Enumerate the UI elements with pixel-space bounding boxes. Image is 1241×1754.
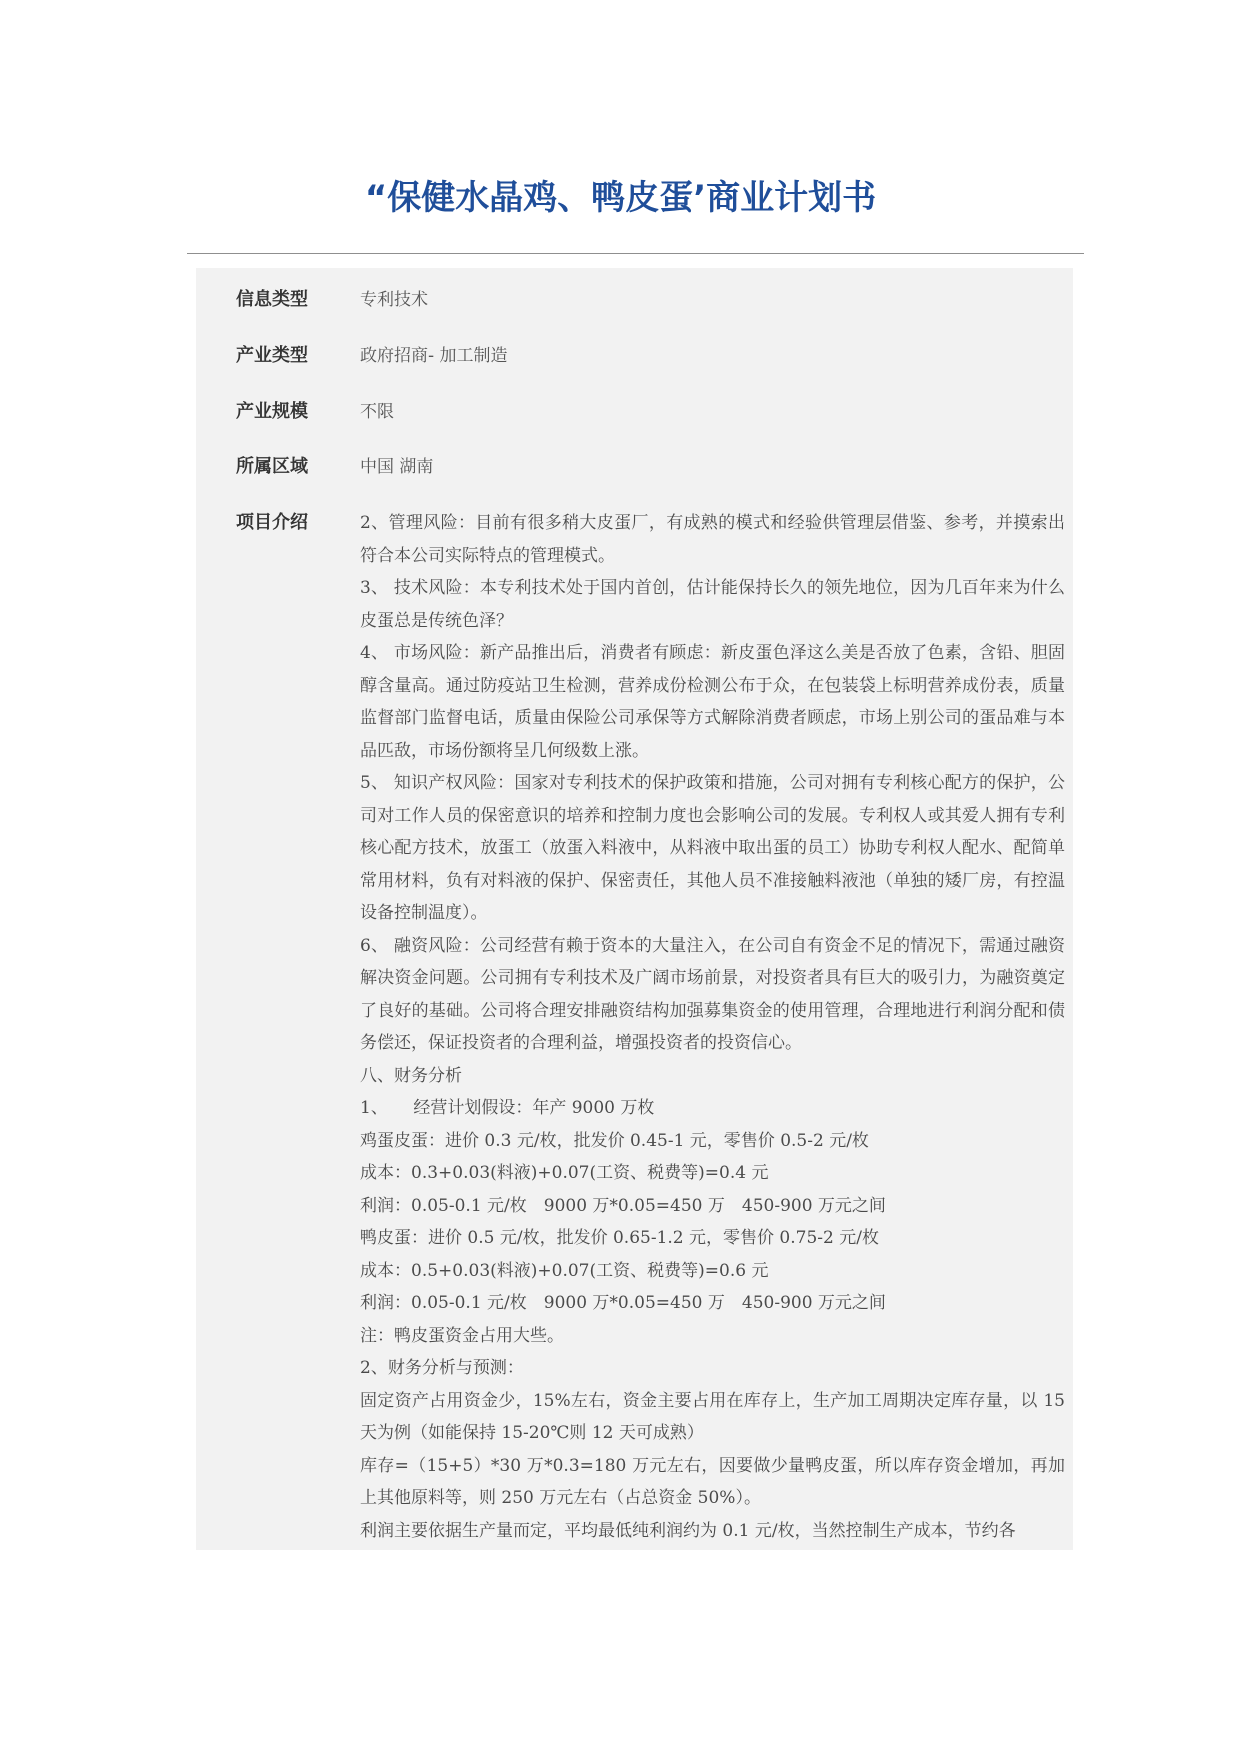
- intro-paragraph: 利润：0.05-0.1 元/枚 9000 万*0.05=450 万 450-900 万元之间: [360, 1195, 886, 1216]
- intro-label: 项目介绍: [236, 512, 308, 533]
- intro-paragraph: 利润：0.05-0.1 元/枚 9000 万*0.05=450 万 450-900 万元之间: [360, 1293, 886, 1313]
- info-value: 中国 湖南: [360, 457, 434, 477]
- intro-paragraph: 注：鸭皮蛋资金占用大些。: [360, 1325, 564, 1346]
- info-label: 产业类型: [236, 345, 308, 366]
- intro-paragraph: 库存=（15+5）*30 万*0.3=180 万元左右，因要做少量鸭皮蛋，所以库存资金增加，再加上其他原料等，则 250 万元左右（占总资金 50%）。: [360, 1455, 1065, 1508]
- info-label: 产业规模: [236, 401, 308, 422]
- intro-paragraph: 固定资产占用资金少，15%左右，资金主要占用在库存上，生产加工周期决定库存量，以 15 天为例（如能保持 15-20℃则 12 天可成熟）: [360, 1390, 1065, 1443]
- info-value: 不限: [360, 402, 394, 422]
- intro-paragraph: 6、 融资风险：公司经营有赖于资本的大量注入，在公司自有资金不足的情况下，需通过融资解决资金问题。公司拥有专利技术及广阔市场前景，对投资者具有巨大的吸引力，为融资奠定了良好的基础。公司将合理安排融资结构加强募集资金的使用管理，合理地进行利润分配和债务偿还，保证投资者的合理利益，增强投资者的投资信心。: [360, 935, 1065, 1053]
- intro-paragraph: 成本：0.5+0.03(料液)+0.07(工资、税费等)=0.6 元: [360, 1260, 769, 1281]
- intro-body: [360, 507, 1065, 1547]
- info-label: 信息类型: [236, 289, 308, 310]
- intro-paragraph: 1、 经营计划假设：年产 9000 万枚: [360, 1098, 655, 1118]
- intro-paragraph: 4、 市场风险：新产品推出后，消费者有顾虑：新皮蛋色泽这么美是否放了色素，含铅、胆固醇含量高。通过防疫站卫生检测，营养成份检测公布于众，在包装袋上标明营养成份表，质量监督部门监督电话，质量由保险公司承保等方式解除消费者顾虑，市场上别公司的蛋品难与本品匹敌，市场份额将呈几何级数上涨。: [360, 643, 1065, 761]
- intro-paragraph: 八、财务分析: [360, 1065, 462, 1086]
- info-value: 政府招商- 加工制造: [360, 346, 508, 366]
- intro-paragraph: 5、 知识产权风险：国家对专利技术的保护政策和措施，公司对拥有专利核心配方的保护，公司对工作人员的保密意识的培养和控制力度也会影响公司的发展。专利权人或其爱人拥有专利核心配方技术，放蛋工（放蛋入料液中，从料液中取出蛋的员工）协助专利权人配水、配简单常用材料，负有对料液的保护、保密责任，其他人员不准接触料液池（单独的矮厂房，有控温设备控制温度）。: [360, 773, 1065, 923]
- intro-paragraph: 3、 技术风险：本专利技术处于国内首创，估计能保持长久的领先地位，因为几百年来为什么皮蛋总是传统色泽？: [360, 578, 1065, 631]
- intro-paragraph: 鸭皮蛋：进价 0.5 元/枚，批发价 0.65-1.2 元，零售价 0.75-2 元/枚: [360, 1228, 879, 1248]
- title-divider: [187, 253, 1084, 254]
- intro-paragraph: 鸡蛋皮蛋：进价 0.3 元/枚，批发价 0.45-1 元，零售价 0.5-2 元/枚: [360, 1130, 869, 1151]
- info-panel: [196, 268, 1073, 1550]
- info-value: 专利技术: [360, 290, 428, 310]
- intro-paragraph: 2、财务分析与预测：: [360, 1358, 524, 1378]
- info-label: 所属区域: [236, 456, 308, 477]
- intro-paragraph: 成本：0.3+0.03(料液)+0.07(工资、税费等)=0.4 元: [360, 1163, 769, 1183]
- intro-paragraph: 2、管理风险：目前有很多稍大皮蛋厂，有成熟的模式和经验供管理层借鉴、参考，并摸索出符合本公司实际特点的管理模式。: [360, 513, 1065, 566]
- document-title: “保健水晶鸡、鸭皮蛋’商业计划书: [364, 178, 877, 218]
- intro-paragraph: 利润主要依据生产量而定，平均最低纯利润约为 0.1 元/枚，当然控制生产成本，节约各: [360, 1520, 1016, 1541]
